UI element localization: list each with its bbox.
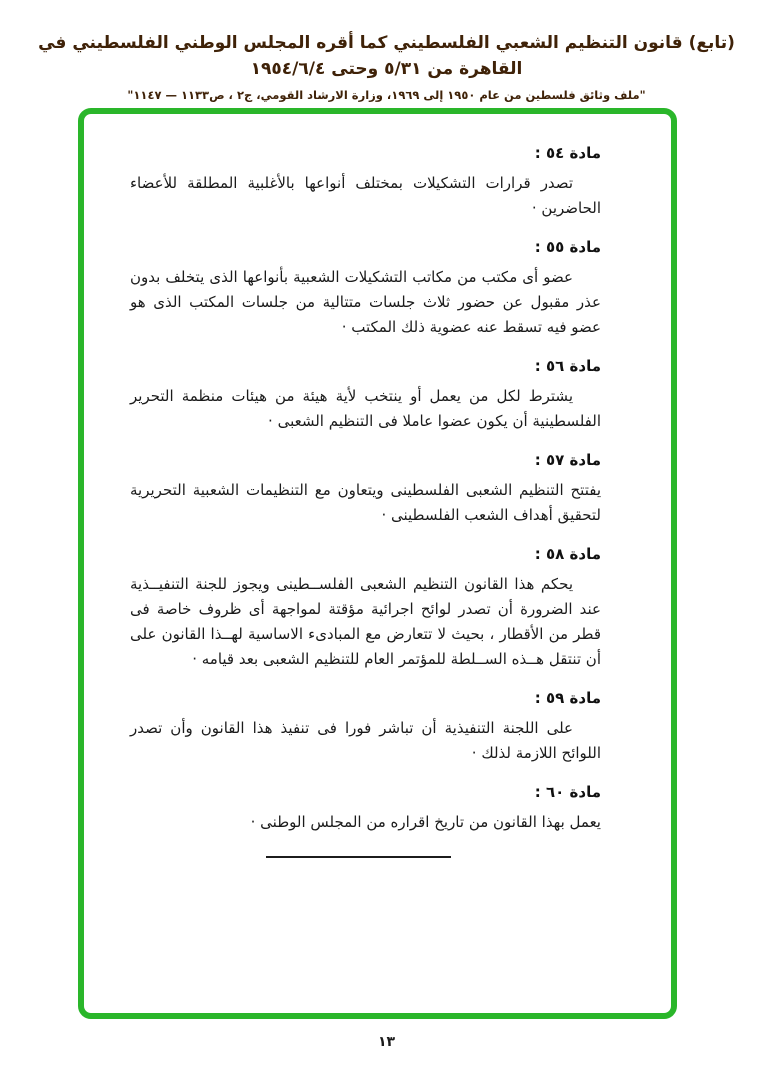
article-body: يفتتح التنظيم الشعبى الفلسطينى ويتعاون مع التنظيمات الشعبية التحريرية لتحقيق أهداف الشعب الفلسطينى · [130,481,601,524]
article-heading: مادة ٥٤ : [534,144,601,162]
document-title: (تابع) قانون التنظيم الشعبي الفلسطيني كما أقره المجلس الوطني الفلسطيني في القاهرة من ٥/٣١ وحتى ١٩٥٤/٦/٤ [38,33,735,80]
article-54 [130,142,601,221]
article-58 [130,543,601,672]
end-divider [266,856,451,858]
article-heading: مادة ٥٧ : [534,451,601,469]
article-body: يشترط لكل من يعمل أو ينتخب لأية هيئة من هيئات منظمة التحرير الفلسطينية أن يكون عضوا عاملا فى التنظيم الشعبى · [130,387,601,430]
articles-container [130,142,601,858]
article-body: على اللجنة التنفيذية أن تباشر فورا فى تنفيذ هذا القانون وأن تصدر اللوائح اللازمة لذلك · [130,719,601,762]
article-heading: مادة ٥٨ : [534,545,601,563]
article-body: يحكم هذا القانون التنظيم الشعبى الفلســطينى ويجوز للجنة التنفيــذية عند الضرورة أن تصدر لوائح اجرائية مؤقتة لمواجهة أى ظروف خاصة فى قطر من الأقطار ، بحيث لا تتعارض مع المبادىء الاساسية لهــذا القانون على أن تنتقل هــذه الســلطة للمؤتمر العام للتنظيم الشعبى بعد قيامه · [130,575,601,668]
article-heading: مادة ٥٥ : [534,238,601,256]
document-header [0,30,773,102]
article-heading: مادة ٥٩ : [534,689,601,707]
document-frame [78,108,677,1019]
article-body: يعمل بهذا القانون من تاريخ اقراره من المجلس الوطنى · [250,813,601,831]
page-number: ١٣ [377,1034,396,1050]
article-57 [130,449,601,528]
source-citation: "ملف وثائق فلسطين من عام ١٩٥٠ إلى ١٩٦٩، وزارة الارشاد القومي، ج٢ ، ص١١٣٣ — ١١٤٧" [127,87,646,102]
article-body: عضو أى مكتب من مكاتب التشكيلات الشعبية بأنواعها الذى يتخلف بدون عذر مقبول عن حضور ثلاث جلسات متتالية من جلسات المكتب الذى هو عضو فيه تسقط عنه عضوية ذلك المكتب · [130,268,601,336]
article-59 [130,687,601,766]
article-heading: مادة ٥٦ : [534,357,601,375]
article-body: تصدر قرارات التشكيلات بمختلف أنواعها بالأغلبية المطلقة للأعضاء الحاضرين · [130,174,601,217]
article-56 [130,355,601,434]
article-60 [130,781,601,835]
article-heading: مادة ٦٠ : [534,783,601,801]
page-footer [0,1031,773,1050]
article-55 [130,236,601,340]
